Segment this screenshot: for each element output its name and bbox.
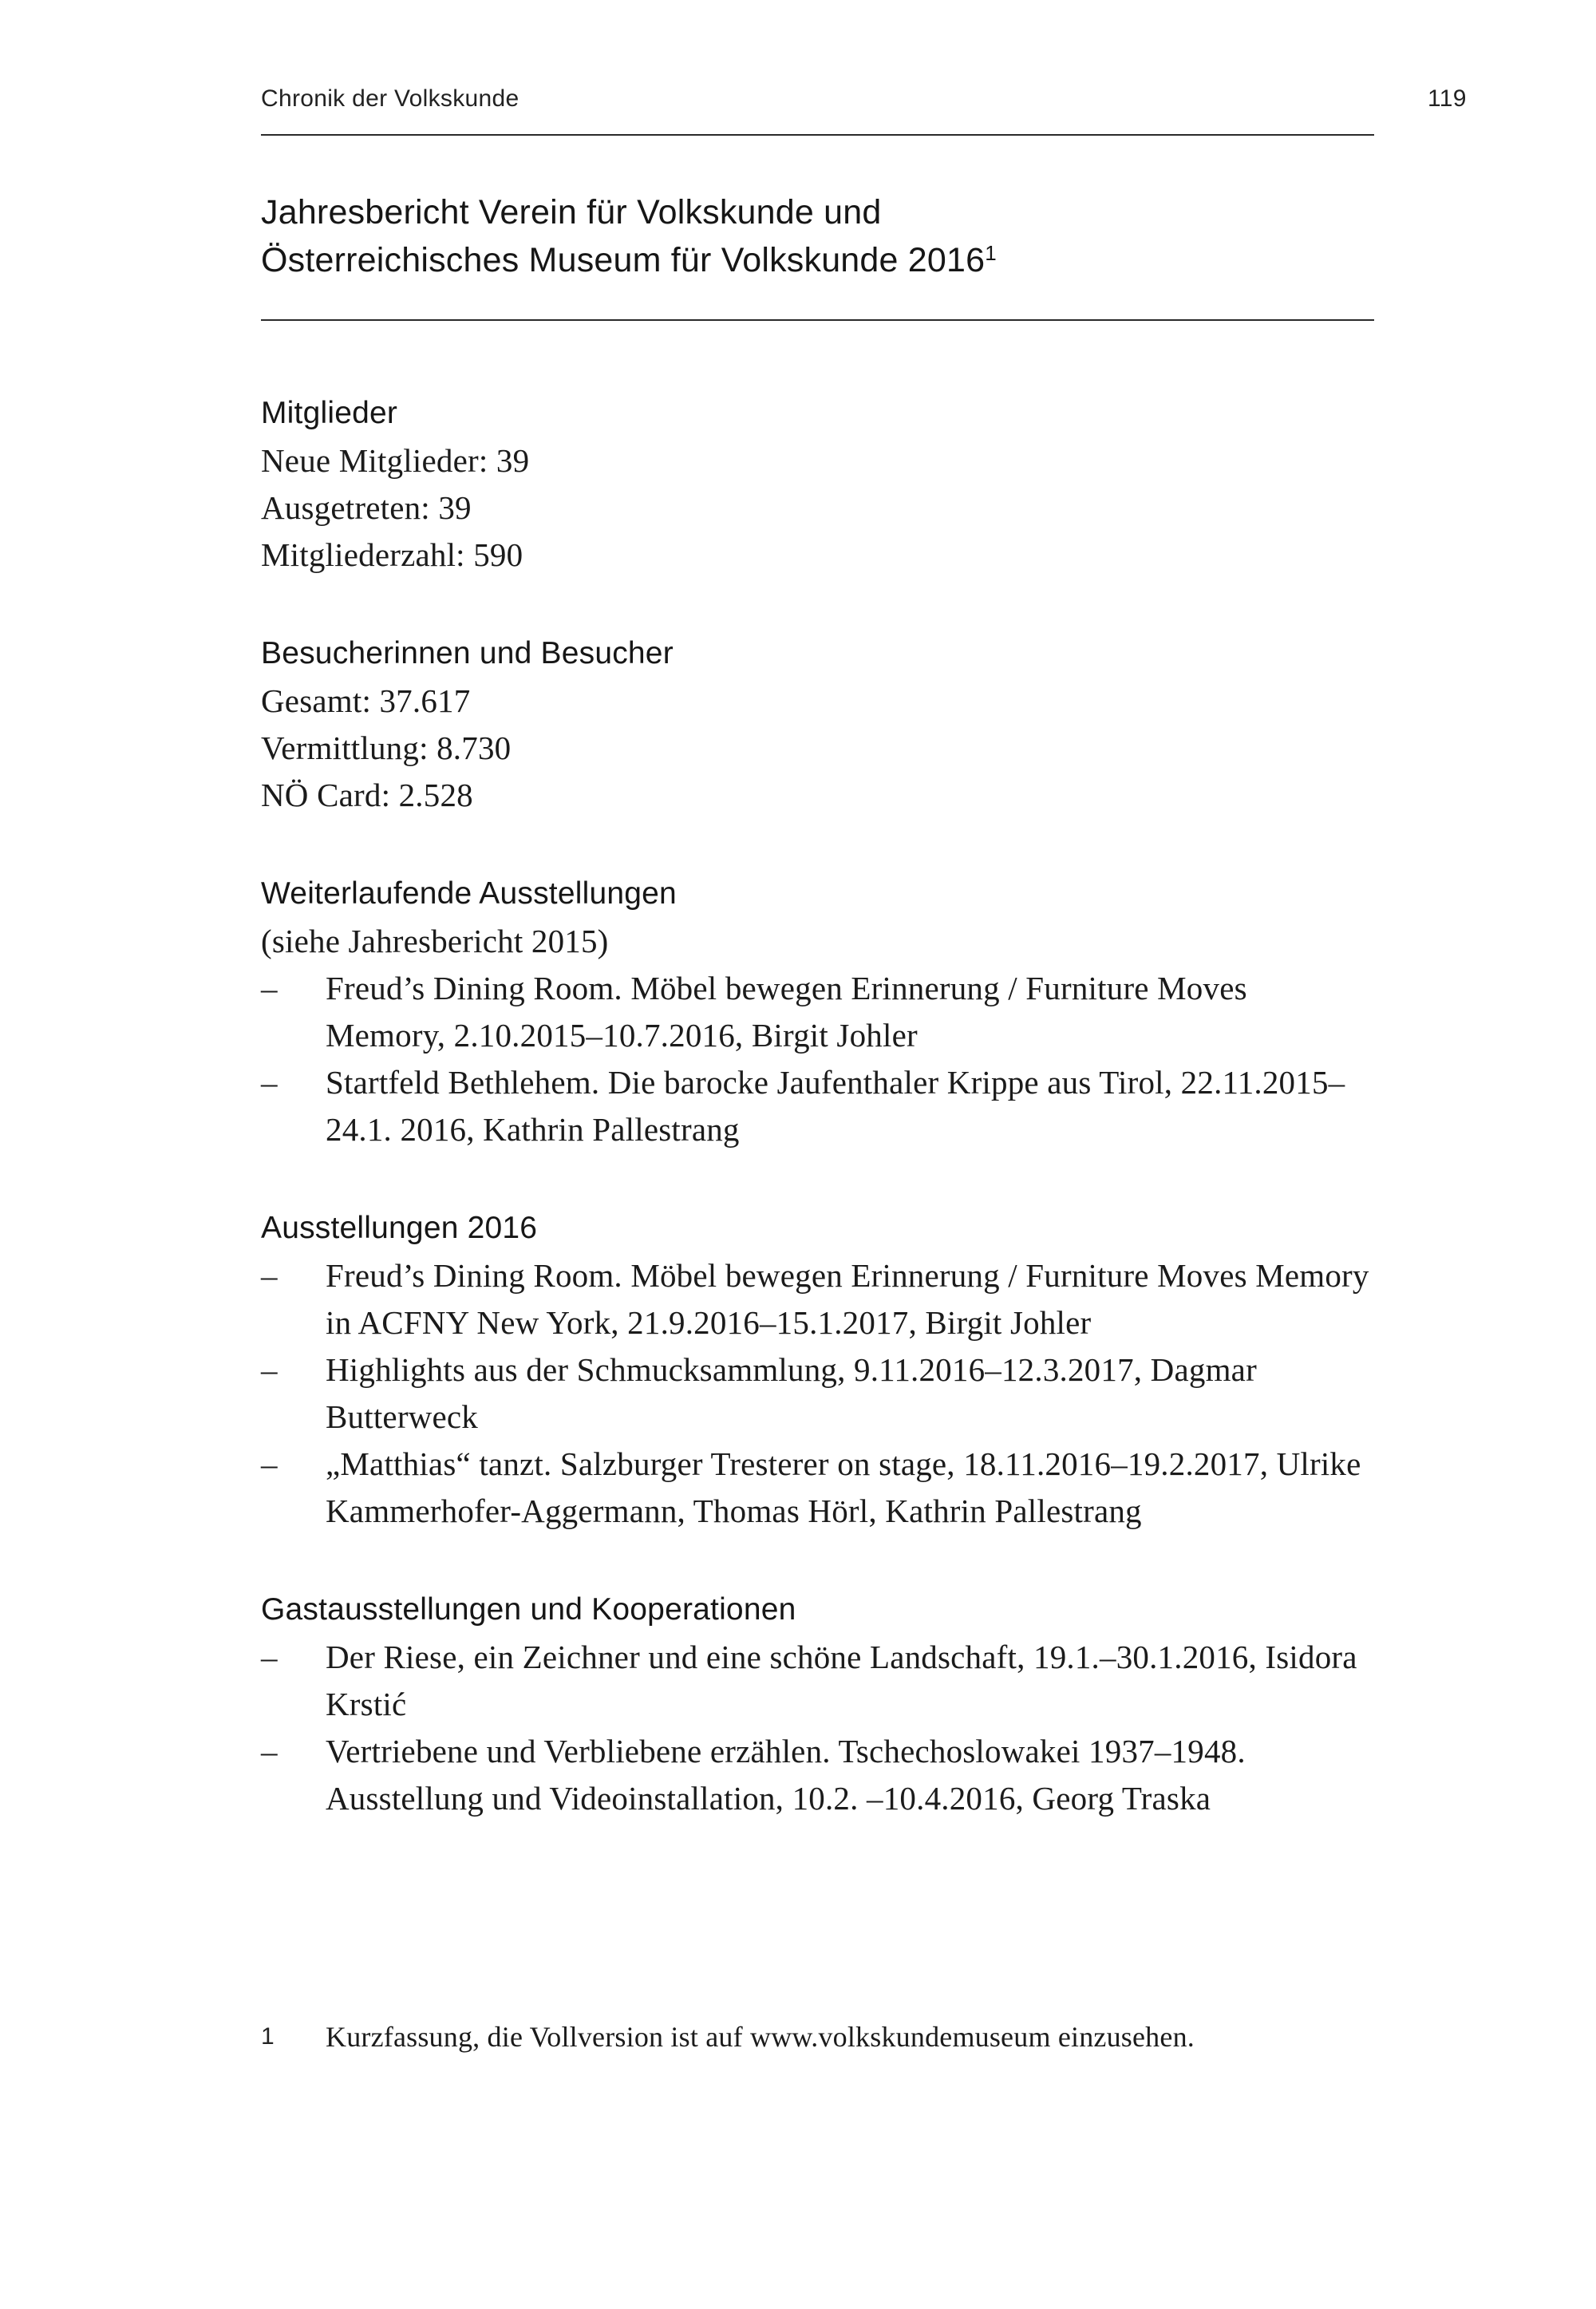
stat-line: Ausgetreten: 39 [261,489,472,526]
list-dash: – [261,1639,278,1675]
section-heading: Gastausstellungen und Kooperationen [261,1592,796,1627]
section-heading: Mitglieder [261,396,398,430]
list-item-text: Freud’s Dining Room. Möbel bewegen Erinnerung / Furniture Moves Memory, 2.10.2015–10.7.2016, Birgit Johler [326,970,1247,1054]
list-item [261,1634,1374,1728]
list-item [261,1059,1374,1153]
text-column [261,0,1467,1822]
section-mitglieder [261,389,1374,579]
list-item-text: „Matthias“ tanzt. Salzburger Tresterer on stage, 18.11.2016–19.2.2017, Ulrike Kammerhofer-Aggermann, Thomas Hörl, Kathrin Pallestrang [326,1445,1361,1529]
section-gastausstellungen [261,1586,1374,1822]
list-item-text: Freud’s Dining Room. Möbel bewegen Erinnerung / Furniture Moves Memory in ACFNY New York, 21.9.2016–15.1.2017, Birgit Johler [326,1257,1369,1341]
page-header [261,0,1467,113]
stat-line: Vermittlung: 8.730 [261,729,512,766]
title-line-2: Österreichisches Museum für Volkskunde 2016 [261,241,986,279]
list-dash: – [261,1351,278,1388]
footnote [261,2018,1374,2056]
stat-line: Gesamt: 37.617 [261,682,471,719]
section-heading: Ausstellungen 2016 [261,1211,538,1245]
footnote-marker: 1 [261,2023,275,2050]
exhibition-list [261,1252,1374,1535]
article-title [261,188,1374,284]
header-rule [261,134,1374,136]
section-heading: Besucherinnen und Besucher [261,636,674,670]
title-line-1: Jahresbericht Verein für Volkskunde und [261,193,882,231]
footnote-text: Kurzfassung, die Vollversion ist auf www.volkskundemuseum einzusehen. [326,2021,1195,2053]
page-number: 119 [1428,85,1467,112]
section-weiterlaufende-ausstellungen [261,870,1374,1153]
list-item-text: Highlights aus der Schmucksammlung, 9.11.2016–12.3.2017, Dagmar Butterweck [326,1351,1257,1435]
list-item [261,1728,1374,1822]
section-subheading: (siehe Jahresbericht 2015) [261,923,609,959]
stat-line: Mitgliederzahl: 590 [261,536,523,573]
list-item-text: Der Riese, ein Zeichner und eine schöne Landschaft, 19.1.–30.1.2016, Isidora Krstić [326,1639,1357,1722]
section-ausstellungen-2016 [261,1204,1374,1535]
exhibition-list [261,1634,1374,1822]
list-dash: – [261,1445,278,1482]
list-dash: – [261,1257,278,1294]
running-head-title: Chronik der Volkskunde [261,85,519,112]
list-item [261,1346,1374,1441]
section-heading: Weiterlaufende Ausstellungen [261,876,677,911]
stat-line: Neue Mitglieder: 39 [261,442,530,479]
title-rule [261,319,1374,321]
list-item [261,1252,1374,1346]
section-besucher [261,630,1374,819]
list-item [261,1441,1374,1535]
list-dash: – [261,1733,278,1769]
list-item [261,965,1374,1059]
exhibition-list [261,965,1374,1153]
list-item-text: Startfeld Bethlehem. Die barocke Jaufenthaler Krippe aus Tirol, 22.11.2015–24.1. 2016, Kathrin Pallestrang [326,1064,1345,1148]
title-footnote-ref: 1 [985,241,997,265]
stat-line: NÖ Card: 2.528 [261,777,473,813]
list-item-text: Vertriebene und Verbliebene erzählen. Tschechoslowakei 1937–1948. Ausstellung und Videoinstallation, 10.2. –10.4.2016, Georg Traska [326,1733,1246,1817]
list-dash: – [261,1064,278,1101]
list-dash: – [261,970,278,1006]
